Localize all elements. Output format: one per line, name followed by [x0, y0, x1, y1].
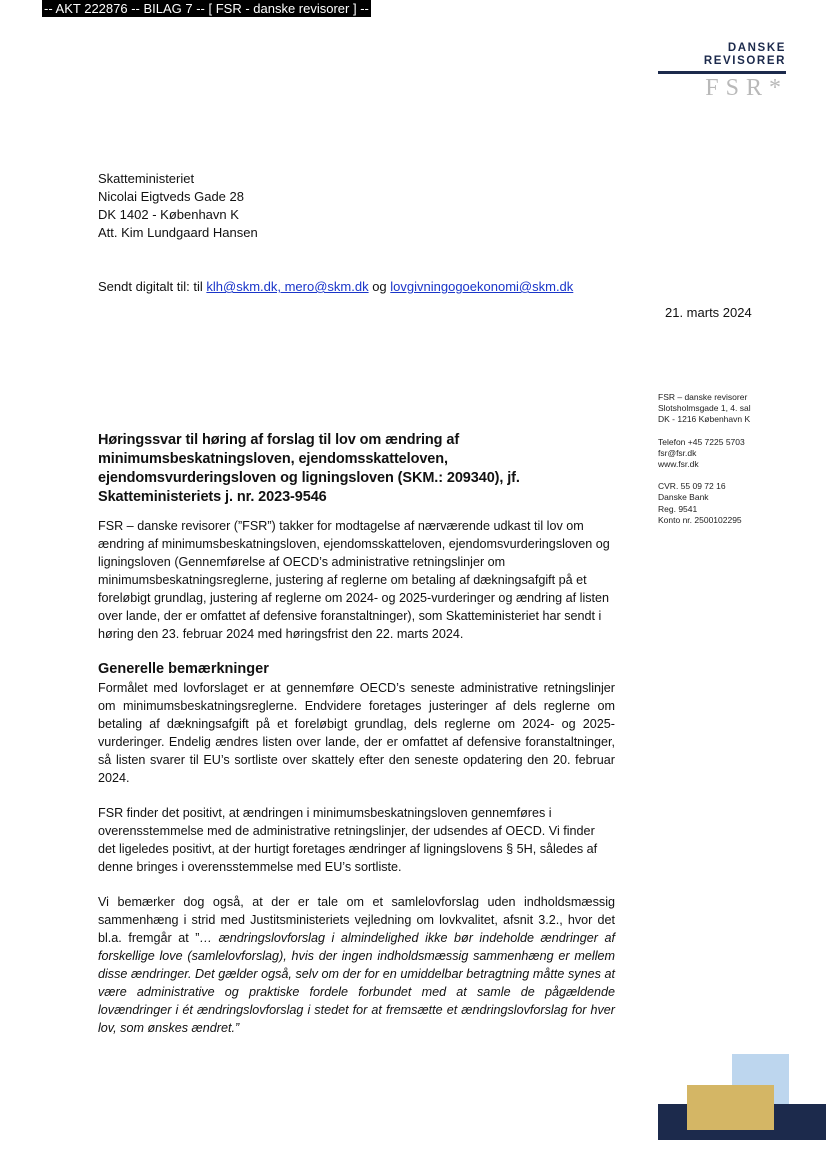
email-link-skm[interactable]: klh@skm.dk, mero@skm.dk: [206, 279, 369, 294]
guidance-quote: … ændringslovforslag i almindelighed ikke bør indeholde ændringer af forskellige love (samlelovforslag), hvis der ingen indholdsmæssig sammenhæng er mellem disse ændringer. Det gælder også, selv om der for en umiddelbar betragtning måtte synes at være administrative og praktiske fordele forbundet med at samle de pågældende lovændringer i ét ændringslovforslag i stedet for at fremsætte et ændringslovforslag for hver lov, som ønskes ændret.: [98, 931, 615, 1035]
sidebar-phone: Telefon +45 7225 5703: [658, 436, 745, 447]
decor-block-gold: [687, 1085, 774, 1130]
logo-mark-fsr: FSR*: [705, 75, 788, 101]
fsr-logo: [658, 42, 786, 100]
recipient-name: Skatteministeriet: [98, 171, 195, 186]
logo-text-revisorer: REVISORER: [703, 55, 786, 67]
sidebar-street: Slotsholmsgade 1, 4. sal: [658, 403, 751, 414]
sent-prefix: Sendt digitalt til: til: [98, 279, 207, 294]
sidebar-address-block: [658, 392, 751, 426]
intro-paragraph: FSR – danske revisorer (”FSR”) takker for modtagelse af nærværende udkast til lov om ændring af minimumsbeskatningsloven, ejendomsskatteloven, ejendomsvurderingsloven og ligningsloven (Gennemførelse af OECD’s administrative retningslinjer om minimumsbeskatningsreglerne, justering af reglerne om betaling af dækningsafgift på et foreløbigt grundlag, justering af reglerne om 2024- og 2025-vurderinger og ændring af listen over lande, der er omfattet af defensive foranstaltninger), som Skatteministeriet har sendt i høring den 23. februar 2024 med høringsfrist den 22. marts 2024.: [98, 519, 610, 641]
recipient-attention: Att. Kim Lundgaard Hansen: [98, 225, 258, 240]
logo-rule: [658, 71, 786, 74]
sidebar-reg: Reg. 9541: [658, 503, 698, 514]
sidebar-bank: Danske Bank: [658, 492, 709, 503]
letter-date: 21. marts 2024: [665, 305, 752, 320]
recipient-address: [98, 170, 258, 242]
quote-close: ”: [234, 1021, 240, 1035]
letter-title: Høringssvar til høring af forslag til lov om ændring af minimumsbeskatningsloven, ejendomsskatteloven, ejendomsvurderingsloven og ligningsloven (SKM.: 209340), jf. Skatteministeriets j. nr. 2023-9546: [98, 432, 520, 505]
email-link-lovgivning[interactable]: lovgivningogoekonomi@skm.dk: [390, 279, 574, 294]
sidebar-web: www.fsr.dk: [658, 459, 699, 470]
sidebar-email: fsr@fsr.dk: [658, 447, 697, 458]
sidebar-cvr: CVR. 55 09 72 16: [658, 481, 726, 492]
sent-digitally-line: [98, 278, 573, 296]
paragraph-purpose: Formålet med lovforslaget er at gennemføre OECD’s seneste administrative retningslinjer om minimumsbeskatningsreglerne. Endvidere foretages justeringer af dels reglerne om betaling af dækningsafgift på et foreløbigt grundlag, dels reglerne om 2024- og 2025-vurderinger. Endelig ændres listen over lande, der er omfattet af defensive foranstaltninger, så listen svarer til EU’s sortliste over skattely efter den seneste opdatering den 20. februar 2024.: [98, 681, 615, 785]
omnibus-text: Vi bemærker dog også, at der er tale om et samlelovforslag uden indholdsmæssig sammenhæng i strid med Justitsministeriets vejledning om lovkvalitet, afsnit 3.2., hvor det bl.a. fremgår at ”: [98, 895, 615, 945]
sidebar-contact-block: [658, 437, 751, 471]
paragraph-omnibus-concern: [98, 893, 615, 1037]
section-heading-general-remarks: Generelle bemærkninger: [98, 661, 269, 677]
sidebar-city: DK - 1216 København K: [658, 414, 751, 425]
sidebar-account: Konto nr. 2500102295: [658, 514, 742, 525]
recipient-city: DK 1402 - København K: [98, 207, 239, 222]
sidebar-bank-block: [658, 481, 751, 526]
recipient-street: Nicolai Eigtveds Gade 28: [98, 189, 244, 204]
sidebar-org: FSR – danske revisorer: [658, 392, 748, 402]
document-header-stamp: -- AKT 222876 -- BILAG 7 -- [ FSR - danske revisorer ] --: [44, 1, 369, 16]
sender-sidebar: [658, 392, 751, 537]
logo-text-danske: DANSKE: [727, 42, 786, 54]
sent-middle: og: [368, 279, 391, 294]
paragraph-positive: FSR finder det positivt, at ændringen i minimumsbeskatningsloven gennemføres i overensstemmelse med de administrative retningslinjer, der udsendes af OECD. Vi finder det ligeledes positivt, at der hurtigt foretages ændringer af ligningslovens § 5H, således af denne bringes i overensstemmelse med EU’s sortliste.: [98, 806, 598, 874]
letter-body: [98, 431, 615, 1054]
